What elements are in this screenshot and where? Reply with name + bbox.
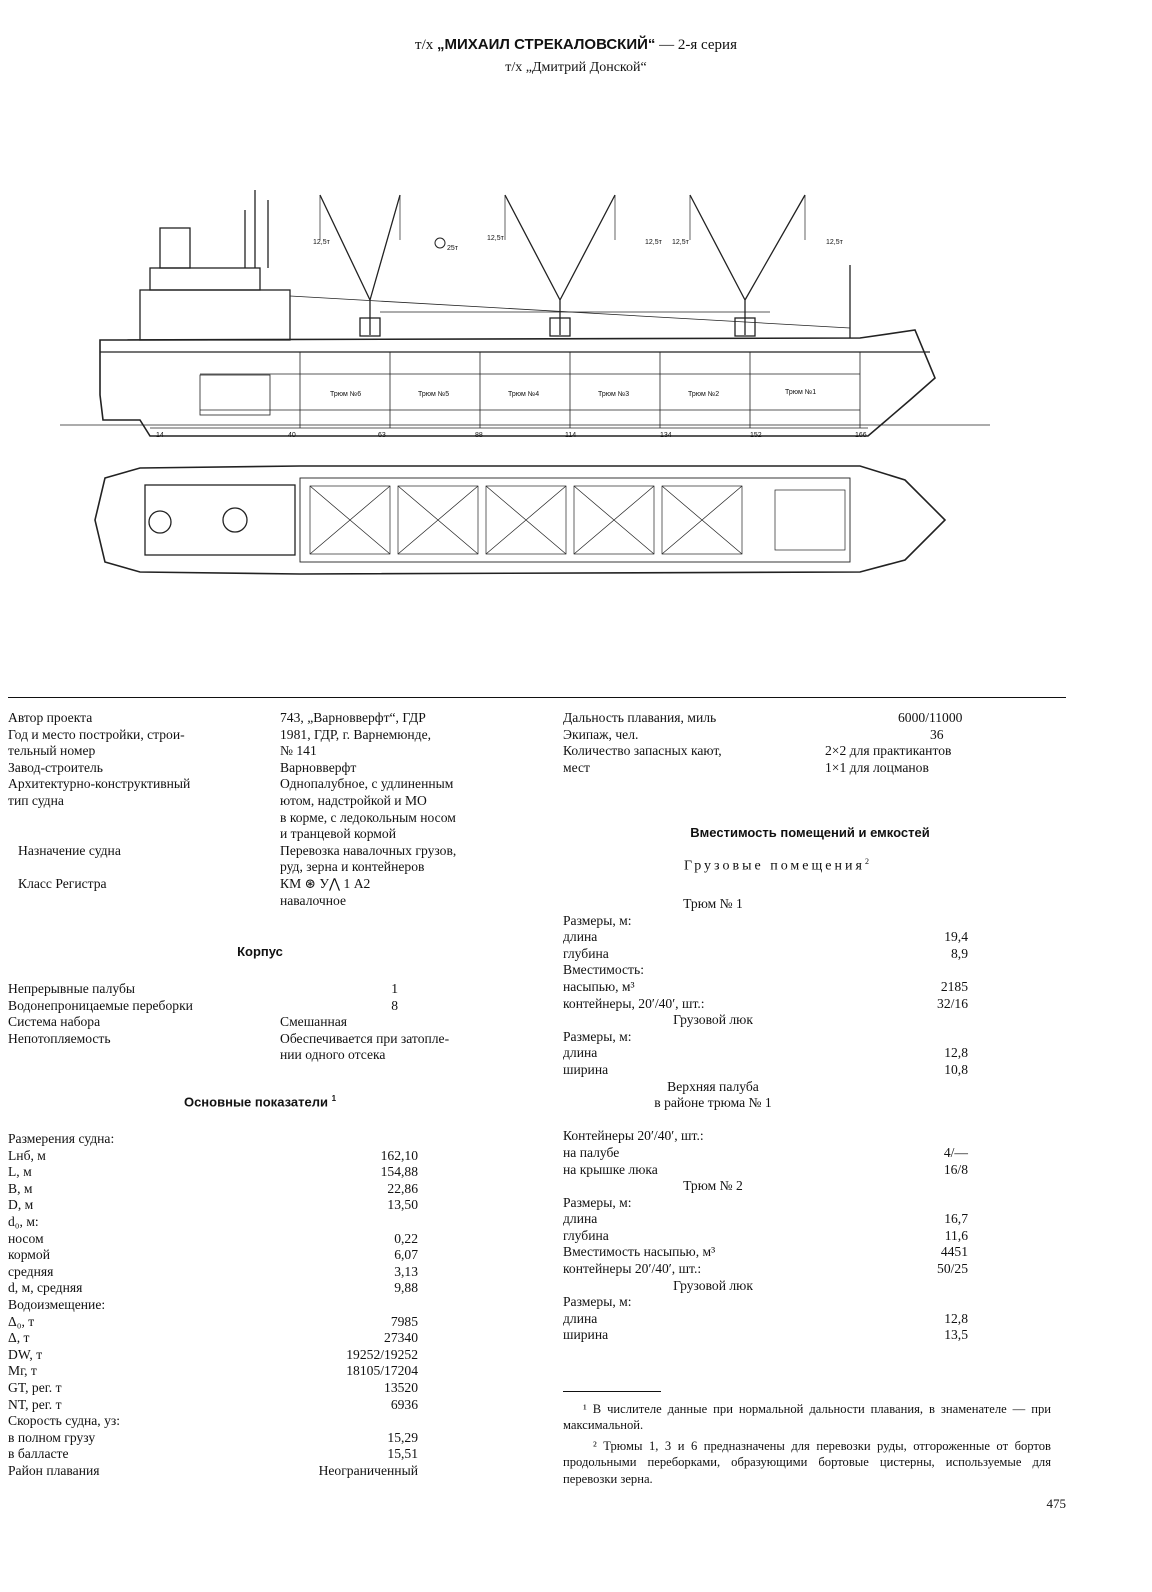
spec-row bbox=[8, 1463, 528, 1480]
ship-name: „МИХАИЛ СТРЕКАЛОВСКИЙ“ bbox=[437, 36, 656, 53]
spec-label: Водонепроницаемые переборки bbox=[8, 997, 193, 1013]
spec-value: 9,88 bbox=[394, 1280, 418, 1296]
cranes bbox=[320, 195, 805, 336]
spec-value: 36 bbox=[930, 726, 944, 742]
spec-row bbox=[8, 1148, 528, 1165]
spec-label: мест bbox=[563, 759, 590, 775]
footnote-rule bbox=[563, 1391, 661, 1392]
cargo-subheading: Верхняя палуба bbox=[667, 1078, 759, 1094]
spec-label: Размеры, м: bbox=[563, 1028, 632, 1044]
spec-value: 15,29 bbox=[387, 1429, 418, 1445]
spec-value: Неограниченный bbox=[318, 1462, 418, 1478]
spec-value: Обеспечивается при затопле- bbox=[280, 1030, 450, 1046]
spec-label: Размеры, м: bbox=[563, 1194, 632, 1210]
spec-value: 13520 bbox=[384, 1379, 418, 1395]
spec-label: длина bbox=[563, 1310, 598, 1326]
crane-label: 12,5т bbox=[487, 235, 504, 242]
hatch-covers bbox=[310, 486, 845, 554]
cargo-subheading: Грузовой люк bbox=[673, 1277, 753, 1293]
cargo-spaces-heading bbox=[684, 857, 869, 875]
hull-outline bbox=[100, 330, 935, 436]
spec-value: 6936 bbox=[390, 1396, 418, 1412]
spec-label: d₀, м: bbox=[8, 1213, 39, 1229]
spec-value: 2185 bbox=[940, 978, 968, 994]
frame-number: 166 bbox=[855, 432, 867, 439]
spec-value: ютом, надстройкой и МО bbox=[280, 792, 427, 808]
cargo-subheading: в районе трюма № 1 bbox=[654, 1095, 772, 1111]
spec-value: навалочное bbox=[280, 892, 347, 908]
frame-number: 152 bbox=[750, 432, 762, 439]
spec-label: Lнб, м bbox=[8, 1147, 46, 1163]
cargo-subheading: Грузовой люк bbox=[673, 1012, 753, 1028]
subheading-row bbox=[563, 1079, 1063, 1096]
cargo-specs bbox=[563, 896, 1063, 1344]
spec-label: контейнеры, 20′/40′, шт.: bbox=[563, 995, 705, 1011]
spec-label: на крышке люка bbox=[563, 1161, 658, 1177]
spec-value: 1 bbox=[391, 981, 398, 996]
section-divider bbox=[8, 697, 1066, 698]
spec-value: 154,88 bbox=[380, 1164, 418, 1180]
hold-label: Трюм №5 bbox=[418, 391, 450, 398]
spec-row bbox=[8, 1181, 528, 1198]
spec-label: насыпью, м³ bbox=[563, 978, 635, 994]
spec-row bbox=[563, 1045, 1063, 1062]
spec-row bbox=[8, 1297, 528, 1314]
spec-label: в балласте bbox=[8, 1446, 69, 1462]
spec-value: 27340 bbox=[384, 1330, 418, 1346]
spec-label: Размеры, м: bbox=[563, 1294, 632, 1310]
hold-label: Трюм №4 bbox=[508, 391, 540, 398]
spec-label: Δ, т bbox=[8, 1330, 30, 1346]
spec-label: носом bbox=[8, 1230, 44, 1246]
crane-label: 12,5т bbox=[313, 239, 330, 246]
spec-value: 22,86 bbox=[387, 1180, 418, 1196]
cargo-heading-text: Грузовые помещения bbox=[684, 858, 865, 874]
side-view-labels bbox=[156, 235, 867, 439]
main-heading-text: Основные показатели bbox=[183, 1094, 328, 1110]
ship-drawing bbox=[0, 0, 1152, 600]
spec-label: NT, рег. т bbox=[8, 1396, 62, 1412]
spec-value: 19,4 bbox=[944, 929, 968, 945]
spec-label: Непотопляемость bbox=[8, 1030, 111, 1046]
spec-row bbox=[563, 929, 1063, 946]
spec-row bbox=[8, 1330, 528, 1347]
spec-row bbox=[563, 1145, 1063, 1162]
spec-label: ширина bbox=[563, 1327, 609, 1343]
spec-value: 18105/17204 bbox=[346, 1363, 418, 1379]
spec-value: 6,07 bbox=[394, 1247, 418, 1263]
engine-room bbox=[200, 375, 270, 415]
spec-row bbox=[8, 1397, 528, 1414]
spec-value: 743, „Варновверфт“, ГДР bbox=[280, 710, 426, 725]
spec-label: Архитектурно-конструктивный bbox=[8, 776, 191, 792]
spec-value: 1981, ГДР, г. Варнемюнде, bbox=[280, 726, 432, 742]
left-column bbox=[8, 710, 528, 909]
spec-label: Размерения судна: bbox=[8, 1131, 115, 1146]
subheading-row bbox=[563, 1178, 1063, 1195]
spec-label: Количество запасных кают, bbox=[563, 743, 722, 759]
spec-row bbox=[563, 1261, 1063, 1278]
spec-value: Варновверфт bbox=[280, 759, 357, 775]
spec-label: в полном грузу bbox=[8, 1429, 96, 1445]
spec-row bbox=[8, 1363, 528, 1380]
frame-number: 63 bbox=[378, 432, 386, 439]
section-heading-main bbox=[150, 1094, 370, 1109]
spec-row bbox=[563, 979, 1063, 996]
spec-row bbox=[8, 1131, 528, 1148]
hold-bulkheads bbox=[300, 352, 860, 428]
crane-label: 25т bbox=[447, 245, 458, 252]
spec-value: Смешанная bbox=[280, 1014, 348, 1030]
spec-row bbox=[563, 1311, 1063, 1328]
hold-label: Трюм №1 bbox=[785, 389, 817, 396]
spec-row bbox=[8, 1380, 528, 1397]
hold-label: Трюм №2 bbox=[688, 391, 720, 398]
crane-label: 12,5т bbox=[645, 239, 662, 246]
spec-value: Однопалубное, с удлиненным bbox=[280, 776, 454, 792]
spec-value: 16/8 bbox=[943, 1161, 968, 1177]
spec-value: 6000/11000 bbox=[898, 710, 963, 725]
superstructure bbox=[140, 190, 290, 340]
spec-value: 32/16 bbox=[937, 995, 968, 1011]
spec-row bbox=[8, 1280, 528, 1297]
spec-row bbox=[563, 1195, 1063, 1212]
footnote-marker: 2 bbox=[864, 857, 869, 866]
frame-number: 114 bbox=[565, 432, 577, 439]
spec-label: Mг, т bbox=[8, 1363, 37, 1379]
frame-number: 134 bbox=[660, 432, 672, 439]
grab-bucket bbox=[435, 238, 445, 248]
spec-row bbox=[563, 996, 1063, 1013]
frame-number: 88 bbox=[475, 432, 483, 439]
crane-label: 12,5т bbox=[826, 239, 843, 246]
spec-value: 0,22 bbox=[394, 1230, 418, 1246]
spec-label: длина bbox=[563, 1211, 598, 1227]
spec-row bbox=[563, 1112, 1063, 1129]
spec-value: 13,50 bbox=[387, 1197, 418, 1213]
right-general-specs bbox=[563, 710, 1063, 776]
cargo-subheading: Трюм № 2 bbox=[683, 1178, 743, 1194]
section-heading-hull: Корпус bbox=[237, 944, 283, 959]
spec-label: глубина bbox=[563, 945, 609, 961]
spec-row bbox=[8, 1164, 528, 1181]
title-prefix: т/х bbox=[415, 37, 437, 53]
spec-label: ширина bbox=[563, 1061, 609, 1077]
spec-row bbox=[563, 1244, 1063, 1261]
spec-row bbox=[563, 1294, 1063, 1311]
spec-label: Вместимость: bbox=[563, 962, 644, 978]
spec-value: 162,10 bbox=[380, 1147, 418, 1163]
spec-label: Непрерывные палубы bbox=[8, 981, 136, 996]
spec-value: 12,8 bbox=[944, 1310, 968, 1326]
spec-row bbox=[563, 1128, 1063, 1145]
spec-value: 3,13 bbox=[394, 1263, 418, 1279]
spec-label: длина bbox=[563, 929, 598, 945]
spec-label: Вместимость насыпью, м³ bbox=[563, 1244, 716, 1260]
spec-label: Экипаж, чел. bbox=[563, 726, 639, 742]
series-label: — 2-я серия bbox=[655, 37, 737, 53]
spec-label: Размеры, м: bbox=[563, 912, 632, 928]
side-view bbox=[60, 190, 990, 436]
spec-label: Район плавания bbox=[8, 1462, 100, 1478]
spec-value: 16,7 bbox=[944, 1211, 968, 1227]
plan-view bbox=[95, 466, 945, 574]
spec-label: Водоизмещение: bbox=[8, 1296, 106, 1312]
spec-value: 12,8 bbox=[944, 1045, 968, 1061]
spec-label: Скорость судна, уз: bbox=[8, 1413, 121, 1429]
spec-value: 1×1 для лоцманов bbox=[825, 759, 929, 775]
cargo-subheading: Трюм № 1 bbox=[683, 896, 743, 911]
spec-value: 7985 bbox=[390, 1313, 418, 1329]
spec-row bbox=[8, 1231, 528, 1248]
spec-row bbox=[8, 1264, 528, 1281]
spec-label: глубина bbox=[563, 1227, 609, 1243]
spec-label: Класс Регистра bbox=[18, 875, 107, 891]
spec-label: тельный номер bbox=[8, 743, 96, 759]
frame-number: 40 bbox=[288, 432, 296, 439]
spec-label: D, м bbox=[8, 1197, 34, 1213]
spec-value: 4451 bbox=[940, 1244, 968, 1260]
spec-value: Перевозка навалочных грузов, bbox=[280, 842, 457, 858]
spec-label: длина bbox=[563, 1045, 598, 1061]
spec-value: 8 bbox=[391, 997, 398, 1013]
title-line-2: т/х „Дмитрий Донской“ bbox=[505, 60, 647, 75]
spec-value: 13,5 bbox=[944, 1327, 968, 1343]
spec-label: кормой bbox=[8, 1247, 50, 1263]
hold-label: Трюм №6 bbox=[330, 391, 362, 398]
register-class-value: КМ ⊛ У⋀ 1 А2 bbox=[280, 875, 371, 891]
footnote-marker: 1 bbox=[331, 1094, 337, 1103]
spec-label: Завод-строитель bbox=[8, 759, 103, 775]
spec-label: Автор проекта bbox=[8, 710, 93, 725]
spec-label: средняя bbox=[8, 1263, 54, 1279]
spec-label: DW, т bbox=[8, 1346, 43, 1362]
spec-value: № 141 bbox=[280, 743, 317, 759]
spec-label: Система набора bbox=[8, 1014, 101, 1030]
spec-label: тип судна bbox=[8, 792, 64, 808]
spec-label: Назначение судна bbox=[18, 842, 121, 858]
spec-label: Контейнеры 20′/40′, шт.: bbox=[563, 1128, 704, 1144]
page-number: 475 bbox=[1046, 1496, 1066, 1511]
spec-row bbox=[8, 1314, 528, 1331]
spec-label: Год и место постройки, строи- bbox=[8, 726, 185, 742]
spec-value: 11,6 bbox=[944, 1227, 968, 1243]
spec-value: руд, зерна и контейнеров bbox=[280, 859, 425, 875]
subheading-row bbox=[563, 1095, 1063, 1112]
spec-value: 10,8 bbox=[944, 1061, 968, 1077]
spec-row bbox=[8, 1446, 528, 1463]
footnote-2: ² Трюмы 1, 3 и 6 предназначены для перевозки руды, отгороженные от бортов продольными переборками, образующими бортовые цистерны, используемые для перевозки зерна. bbox=[563, 1439, 1051, 1486]
spec-label: d, м, средняя bbox=[8, 1280, 83, 1296]
spec-row bbox=[8, 1197, 528, 1214]
spec-row bbox=[8, 1247, 528, 1264]
spec-row bbox=[8, 1214, 528, 1231]
spec-row bbox=[563, 1211, 1063, 1228]
spec-row bbox=[8, 1413, 528, 1430]
spec-value: и транцевой кормой bbox=[280, 826, 396, 842]
spec-row bbox=[563, 1029, 1063, 1046]
spec-label: B, м bbox=[8, 1180, 33, 1196]
spec-label: Дальность плавания, миль bbox=[563, 710, 717, 725]
spec-row bbox=[8, 1430, 528, 1447]
spec-label: GT, рег. т bbox=[8, 1379, 62, 1395]
spec-row bbox=[563, 962, 1063, 979]
main-specs bbox=[8, 1131, 528, 1479]
hull-specs bbox=[8, 981, 528, 1064]
spec-row bbox=[563, 1062, 1063, 1079]
spec-row bbox=[563, 1327, 1063, 1344]
section-heading-capacity: Вместимость помещений и емкостей bbox=[690, 825, 930, 840]
superstructure-plan bbox=[145, 485, 295, 555]
spec-value: 15,51 bbox=[387, 1446, 418, 1462]
spec-value: 19252/19252 bbox=[346, 1346, 418, 1362]
frame-number: 14 bbox=[156, 432, 164, 439]
crane-label: 12,5т bbox=[672, 239, 689, 246]
spec-row bbox=[563, 1162, 1063, 1179]
spec-row bbox=[563, 1228, 1063, 1245]
subheading-row bbox=[563, 1012, 1063, 1029]
spec-label: на палубе bbox=[563, 1144, 620, 1160]
subheading-row bbox=[563, 896, 1063, 913]
spec-value: 4/— bbox=[943, 1144, 968, 1160]
spec-row bbox=[563, 946, 1063, 963]
spec-value: 50/25 bbox=[937, 1261, 968, 1277]
spec-row bbox=[8, 1347, 528, 1364]
spec-value: 2×2 для практикантов bbox=[825, 743, 952, 759]
spec-value: нии одного отсека bbox=[280, 1047, 386, 1063]
footnote-1: ¹ В числителе данные при нормальной дальности плавания, в знаменателе — при максимальной. bbox=[563, 1402, 1051, 1433]
hold-label: Трюм №3 bbox=[598, 391, 630, 398]
spec-label: L, м bbox=[8, 1164, 32, 1180]
spec-value: в корме, с ледокольным носом bbox=[280, 809, 456, 825]
spec-label: контейнеры 20′/40′, шт.: bbox=[563, 1261, 702, 1277]
spec-label: Δ₀, т bbox=[8, 1313, 35, 1329]
spec-value: 8,9 bbox=[951, 945, 968, 961]
spec-row bbox=[563, 913, 1063, 930]
subheading-row bbox=[563, 1278, 1063, 1295]
